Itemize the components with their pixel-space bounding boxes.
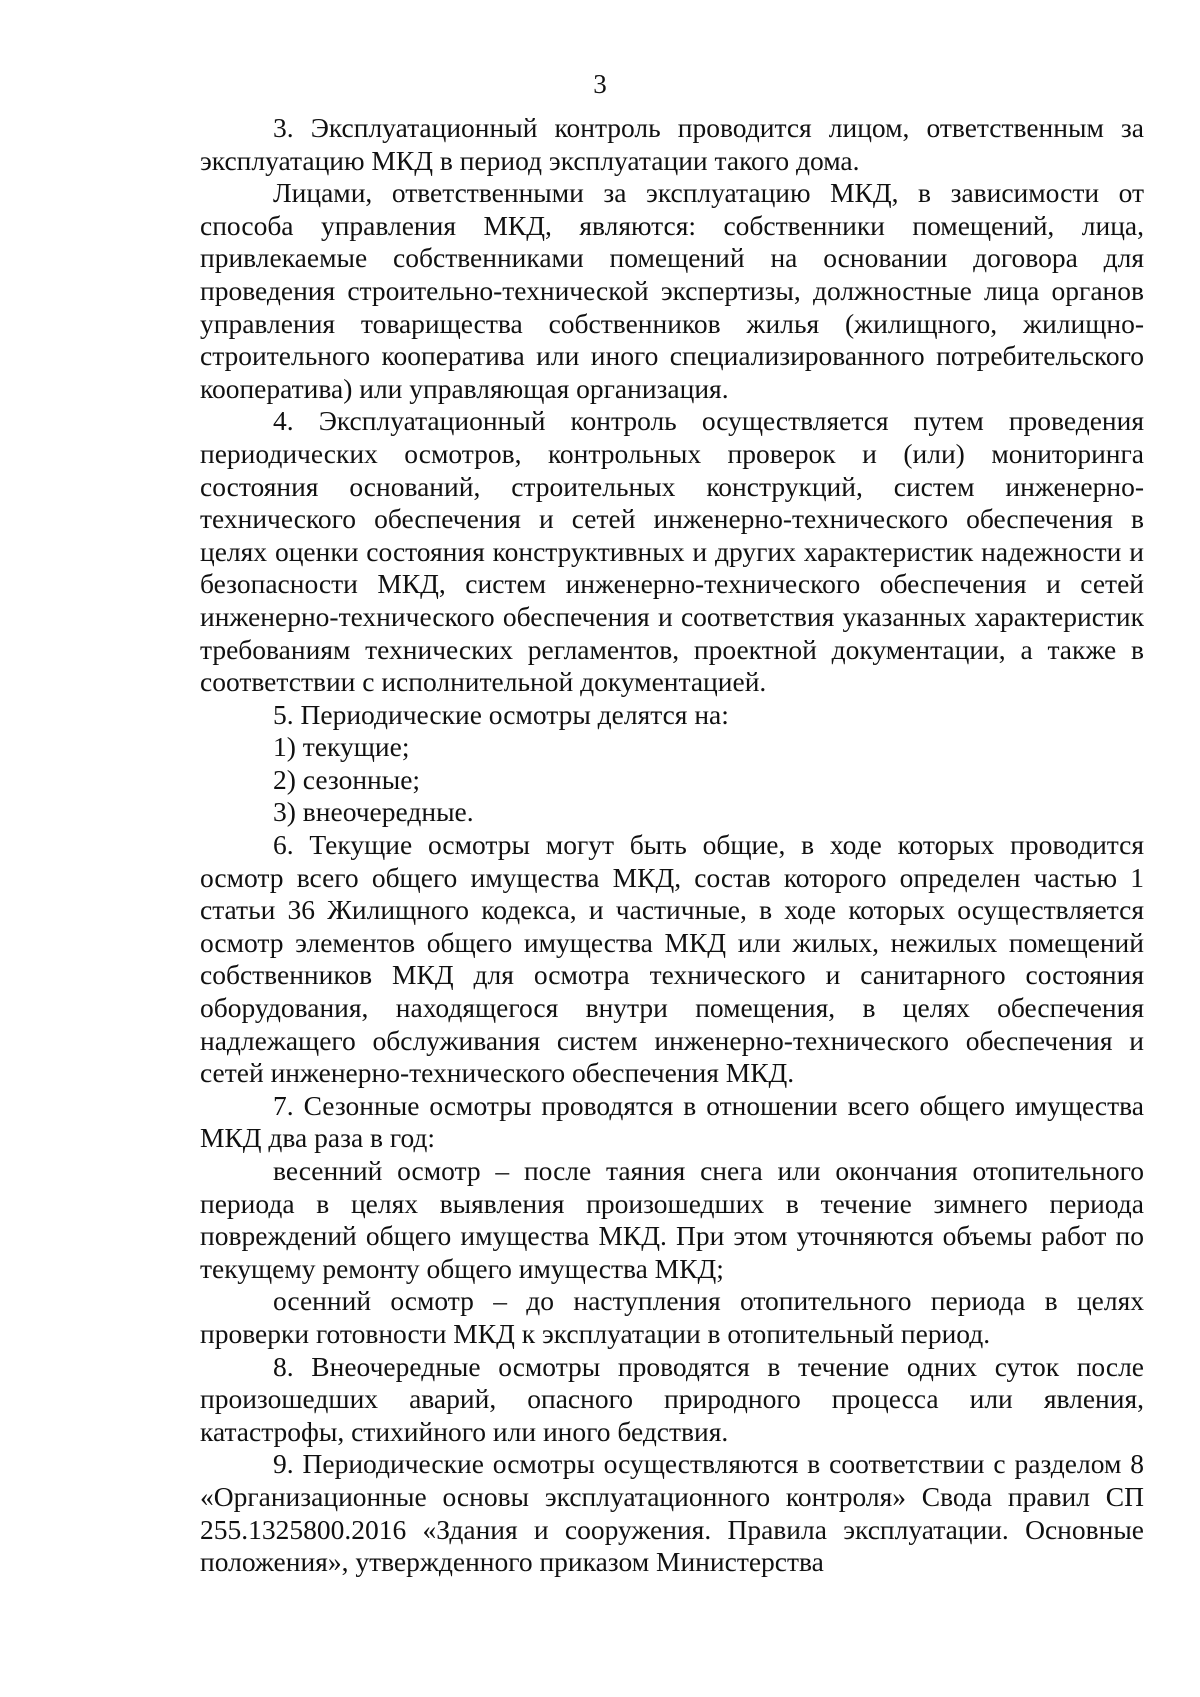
list-item-extraordinary: 3) внеочередные. <box>273 796 474 828</box>
paragraph-6: 6. Текущие осмотры могут быть общие, в ходе которых проводится осмотр всего общего имущества МКД, состав которого определен частью 1 статьи 36 Жилищного кодекса, и частичные, в ходе которых осуществляется осмотр элементов общего имущества МКД или жилых, нежилых помещений собственников МКД для осмотра технического и санитарного состояния оборудования, находящегося внутри помещения, в целях обеспечения надлежащего обслуживания систем инженерно-технического обеспечения и сетей инженерно-технического обеспечения МКД. <box>200 829 1144 1089</box>
paragraph-spring-inspection: весенний осмотр – после таяния снега или окончания отопительного периода в целях выявления произошедших в течение зимнего периода повреждений общего имущества МКД. При этом уточняются объемы работ по текущему ремонту общего имущества МКД; <box>200 1155 1144 1284</box>
list-item-current: 1) текущие; <box>273 731 410 763</box>
list-item-seasonal: 2) сезонные; <box>273 763 421 795</box>
document-body <box>200 112 1144 1579</box>
page-number: 3 <box>593 69 607 99</box>
paragraph-autumn-inspection: осенний осмотр – до наступления отопительного периода в целях проверки готовности МКД к эксплуатации в отопительный период. <box>200 1285 1144 1349</box>
paragraph-responsible-persons: Лицами, ответственными за эксплуатацию МКД, в зависимости от способа управления МКД, являются: собственники помещений, лица, привлекаемые собственниками помещений на основании договора для проведения строительно-технической экспертизы, должностные лица органов управления товарищества собственников жилья (жилищного, жилищно-строительного кооператива или иного специализированного потребительского кооператива) или управляющая организация. <box>200 177 1144 404</box>
paragraph-9: 9. Периодические осмотры осуществляются в соответствии с разделом 8 «Организационные основы эксплуатационного контроля» Свода правил СП 255.1325800.2016 «Здания и сооружения. Правила эксплуатации. Основные положения», утвержденного приказом Министерства <box>200 1448 1144 1578</box>
paragraph-4: 4. Эксплуатационный контроль осуществляется путем проведения периодических осмотров, контрольных проверок и (или) мониторинга состояния оснований, строительных конструкций, систем инженерно-технического обеспечения и сетей инженерно-технического обеспечения в целях оценки состояния конструктивных и других характеристик надежности и безопасности МКД, систем инженерно-технического обеспечения и сетей инженерно-технического обеспечения и соответствия указанных характеристик требованиям технических регламентов, проектной документации, а также в соответствии с исполнительной документацией. <box>200 405 1144 698</box>
paragraph-7: 7. Сезонные осмотры проводятся в отношении всего общего имущества МКД два раза в год: <box>200 1089 1144 1154</box>
paragraph-5: 5. Периодические осмотры делятся на: <box>273 698 729 730</box>
paragraph-3: 3. Эксплуатационный контроль проводится лицом, ответственным за эксплуатацию МКД в период эксплуатации такого дома. <box>200 112 1144 176</box>
paragraph-8: 8. Внеочередные осмотры проводятся в течение одних суток после произошедших аварий, опасного природного процесса или явления, катастрофы, стихийного или иного бедствия. <box>200 1350 1144 1447</box>
